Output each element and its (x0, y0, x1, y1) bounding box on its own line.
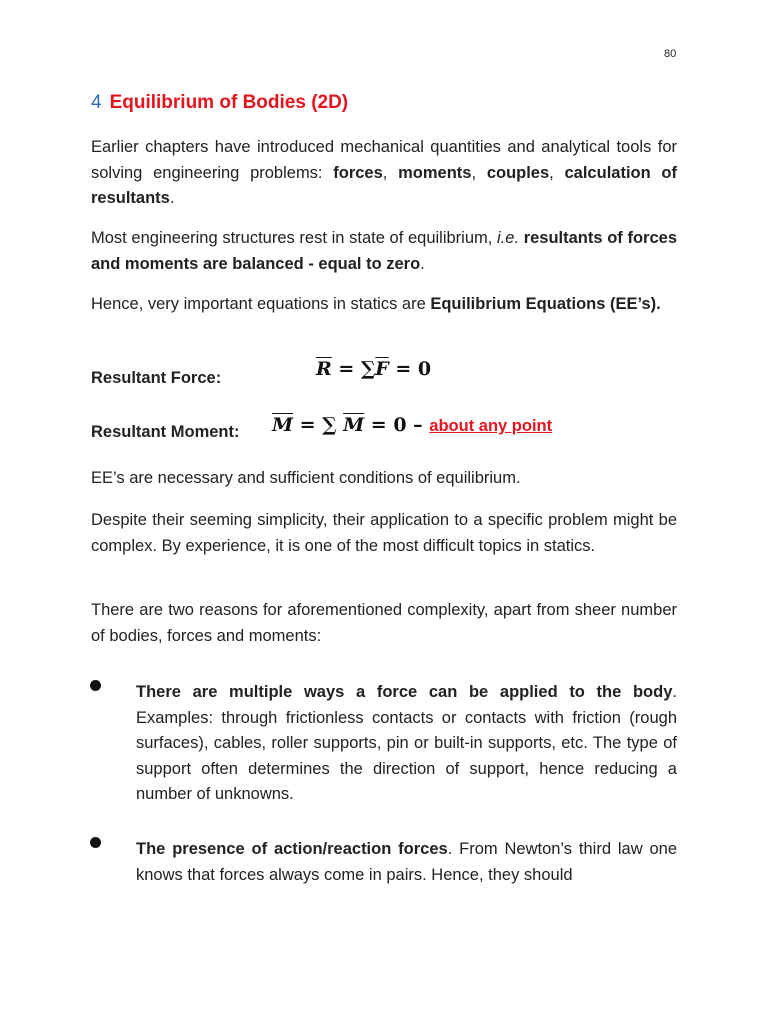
bullet-heading: The presence of action/reaction forces (136, 840, 448, 858)
resultant-moment-equation (272, 414, 552, 436)
symbol: $\overline{M}$ (272, 414, 294, 436)
term-couples: couples (486, 163, 550, 182)
paragraph-intro (91, 135, 677, 212)
symbol: = 0 (364, 414, 407, 436)
bullet-icon (90, 680, 101, 691)
bullet-item (136, 837, 677, 888)
paragraph-ees (91, 292, 677, 318)
text: Earlier chapters have introduced mechanical quantities and analytical tools for solving engineering problems: (91, 138, 677, 182)
emphasis: resultants of forces and moments are balanced - equal to zero (91, 229, 677, 273)
text: , (382, 163, 399, 182)
term-forces: forces (333, 163, 383, 182)
term-ees: Equilibrium Equations (EE’s). (430, 295, 661, 313)
term-moments: moments (398, 163, 472, 182)
symbol: = 0 (388, 358, 432, 380)
text-italic: i.e. (497, 229, 520, 247)
chapter-title: Equilibrium of Bodies (2D) (109, 92, 349, 113)
about-any-point-note: about any point (429, 417, 553, 435)
symbol: $\overline{R}$ (316, 358, 332, 380)
bullet-body: . Examples: through frictionless contacts or contacts with friction (rough surfaces), cables, roller supports, pin or built-in supports, etc. The type of support often determines the direction of support, hence reducing a number of unknowns. (136, 683, 677, 803)
paragraph-equilibrium (91, 226, 677, 277)
term-resultants: calculation of resultants (91, 163, 677, 207)
paragraph-simplicity: Despite their seeming simplicity, their application to a specific problem might be complex. By experience, it is one of the most difficult topics in statics. (91, 511, 677, 555)
resultant-moment-label: Resultant Moment: (91, 423, 240, 441)
text: , (549, 163, 565, 182)
bullet-body: . From Newton’s third law one knows that forces always come in pairs. Hence, they should (136, 840, 677, 884)
symbol: – (406, 414, 423, 436)
symbol: = ∑ (331, 358, 376, 380)
page-number: 80 (664, 48, 677, 60)
symbol: $\overline{M}$ (343, 414, 365, 436)
text: . (169, 189, 175, 207)
resultant-force-equation (316, 358, 431, 380)
resultant-force-label: Resultant Force: (91, 369, 222, 387)
text: . (420, 254, 425, 273)
bullet-item (136, 680, 677, 808)
paragraph-reasons: There are two reasons for aforementioned complexity, apart from sheer number of bodies, forces and moments: (91, 601, 677, 645)
paragraph-conditions: EE’s are necessary and sufficient conditions of equilibrium. (91, 469, 521, 487)
bullet-heading: There are multiple ways a force can be applied to the body (136, 683, 673, 701)
chapter-number: 4 (91, 92, 102, 113)
text: Hence, very important equations in statics are (91, 295, 431, 313)
bullet-icon (90, 837, 101, 848)
text: Most engineering structures rest in state of equilibrium, (91, 229, 498, 247)
symbol: $\overline{F}$ (375, 358, 389, 380)
text: , (471, 163, 487, 182)
chapter-heading (91, 92, 348, 114)
symbol: = ∑ (293, 414, 344, 436)
